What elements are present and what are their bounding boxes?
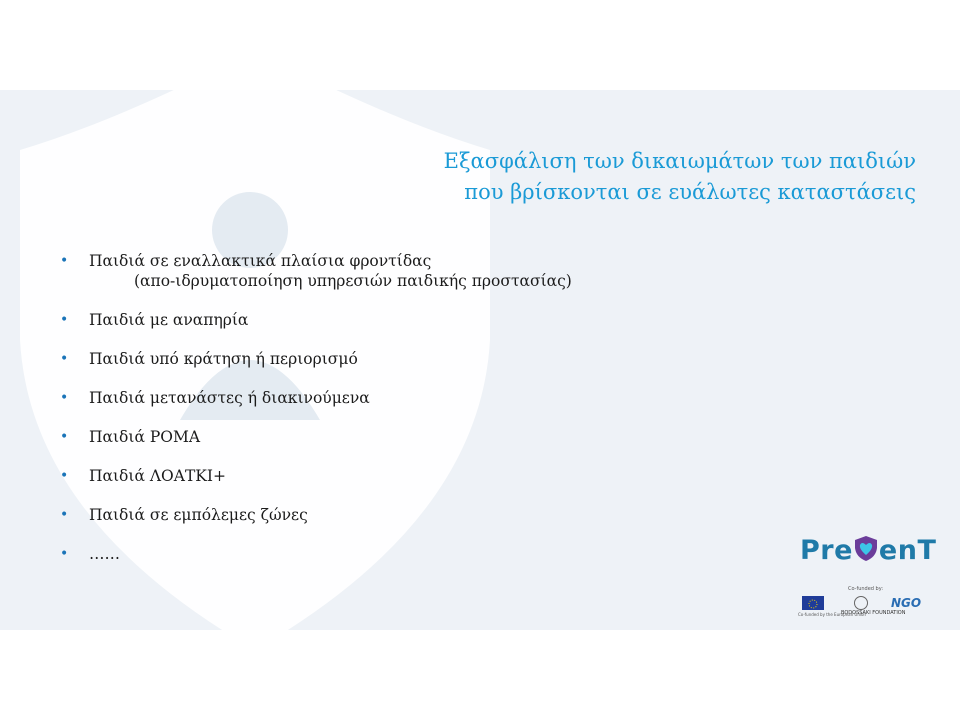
bullet-dot: • — [60, 351, 69, 367]
bullet-dot: • — [60, 507, 69, 523]
list-item — [60, 465, 660, 487]
list-item — [60, 309, 660, 331]
bullet-dot: • — [60, 390, 69, 406]
title-line-2: που βρίσκονται σε ευάλωτες καταστάσεις — [464, 180, 916, 204]
slide-title — [444, 146, 916, 208]
list-item-text: Παιδιά σε εμπόλεμες ζώνες — [89, 506, 308, 524]
eu-flag-icon — [802, 596, 824, 610]
title-line-1: Εξασφάλιση των δικαιωμάτων των παιδιών — [443, 149, 916, 173]
logo-text-prefix: Pre — [800, 535, 853, 566]
list-item — [60, 250, 660, 292]
ngo-logo: NGO — [891, 596, 922, 610]
prevent-logo — [800, 534, 936, 566]
bodossaki-label: BODOSSAKI FOUNDATION — [841, 610, 906, 616]
list-item-text: Παιδιά ΛΟΑΤΚΙ+ — [89, 467, 226, 485]
list-item-text: Παιδιά σε εναλλακτικά πλαίσια φροντίδας — [89, 252, 432, 270]
list-item-text: Παιδιά ΡΟΜΑ — [89, 428, 201, 446]
list-item-text: Παιδιά μετανάστες ή διακινούμενα — [89, 389, 370, 407]
list-item-subtext: (απο-ιδρυματοποίηση υπηρεσιών παιδικής προστασίας) — [134, 272, 572, 290]
bullet-dot: • — [60, 546, 69, 562]
heart-shield-icon — [852, 534, 880, 562]
logo-text-suffix: enT — [878, 535, 937, 566]
list-item — [60, 543, 660, 565]
bullet-dot: • — [60, 468, 69, 484]
list-item — [60, 504, 660, 526]
list-item-text: Παιδιά υπό κράτηση ή περιορισμό — [89, 350, 358, 368]
list-item — [60, 426, 660, 448]
list-item — [60, 387, 660, 409]
cofunded-label: Co-funded by: — [848, 586, 884, 592]
list-item-text: Παιδιά με αναπηρία — [89, 311, 249, 329]
bodossaki-logo-icon — [854, 596, 868, 610]
bullet-dot: • — [60, 253, 69, 269]
bullet-list — [60, 250, 660, 582]
list-item — [60, 348, 660, 370]
bullet-dot: • — [60, 429, 69, 445]
bullet-dot: • — [60, 312, 69, 328]
eu-label: Co-funded by the European Union — [798, 612, 866, 617]
list-item-text: …… — [89, 545, 120, 563]
